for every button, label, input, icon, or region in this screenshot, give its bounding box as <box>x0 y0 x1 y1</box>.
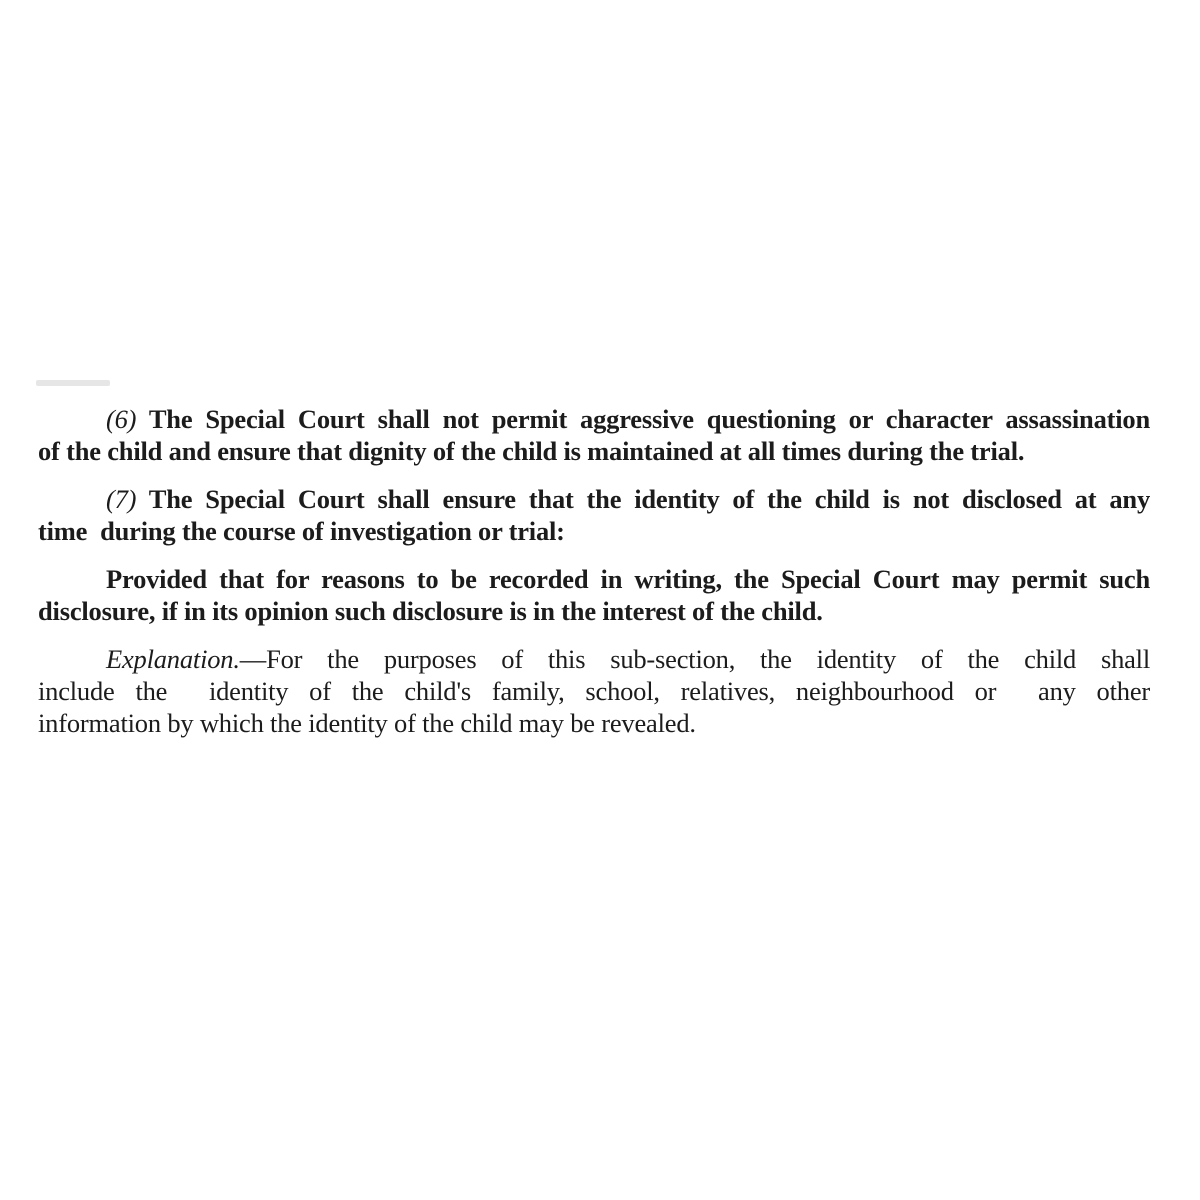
explanation-line-1 <box>38 643 1150 675</box>
proviso <box>38 563 1150 627</box>
proviso-line-2: disclosure, if in its opinion such disclosure is in the interest of the child. <box>38 596 823 626</box>
explanation-text-1: For the purposes of this sub-section, the identity of the child shall <box>266 644 1150 674</box>
subsection-7-line-1 <box>38 483 1150 515</box>
explanation-line-3: information by which the identity of the child may be revealed. <box>38 708 696 738</box>
subsection-7-text-1: The Special Court shall ensure that the identity of the child is not disclosed at any <box>148 484 1150 514</box>
subsection-6-text-1: The Special Court shall not permit aggressive questioning or character assassination <box>148 404 1150 434</box>
subsection-7 <box>38 483 1150 547</box>
subsection-7-number: (7) <box>106 484 137 514</box>
subsection-6-number: (6) <box>106 404 137 434</box>
subsection-7-line-2: time during the course of investigation or trial: <box>38 516 565 546</box>
explanation <box>38 643 1150 739</box>
subsection-6-line-1 <box>38 403 1150 435</box>
subsection-6 <box>38 403 1150 467</box>
explanation-lead: Explanation. <box>106 644 240 674</box>
statute-text <box>38 403 1150 755</box>
proviso-line-1: Provided that for reasons to be recorded in writing, the Special Court may permit such <box>106 564 1150 594</box>
explanation-dash: — <box>239 644 267 674</box>
explanation-line-2: include the identity of the child's family, school, relatives, neighbourhood or any other <box>38 676 1150 706</box>
scan-artifact <box>36 380 110 386</box>
subsection-6-line-2: of the child and ensure that dignity of the child is maintained at all times during the trial. <box>38 436 1025 466</box>
